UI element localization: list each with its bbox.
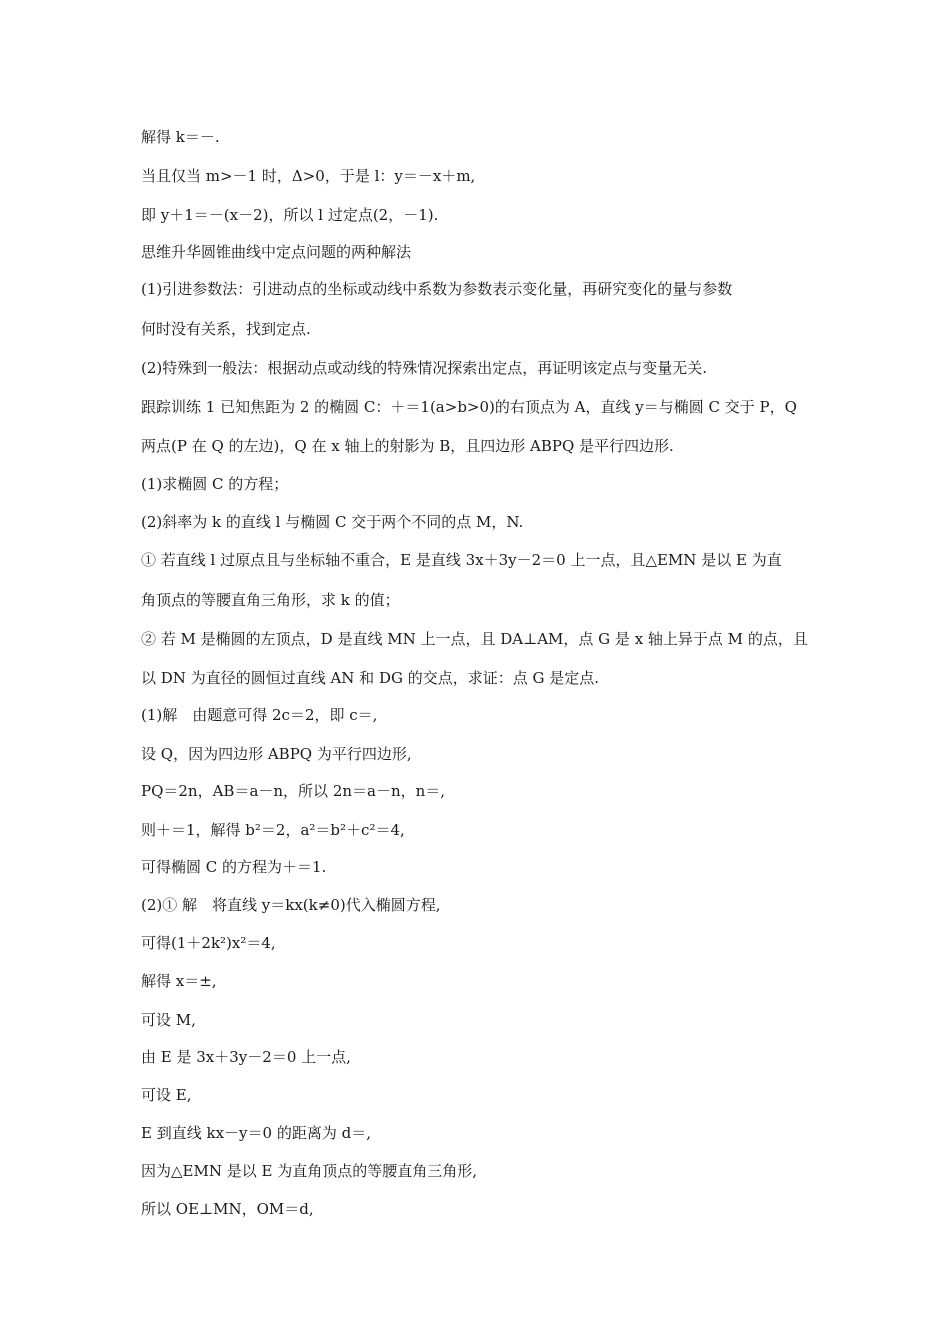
section-heading: 思维升华圆锥曲线中定点问题的两种解法 bbox=[141, 243, 412, 261]
text-line: (1)引进参数法：引进动点的坐标或动线中系数为参数表示变化量，再研究变化的量与参数 bbox=[141, 280, 733, 298]
text-line: (1)求椭圆 C 的方程； bbox=[141, 475, 289, 493]
text-line: 以 DN 为直径的圆恒过直线 AN 和 DG 的交点，求证：点 G 是定点. bbox=[141, 669, 600, 687]
text-line: 所以 OE⊥MN，OM＝d, bbox=[141, 1200, 314, 1218]
text-line: 解得 x＝±, bbox=[141, 972, 217, 990]
text-line: 可设 E, bbox=[141, 1086, 192, 1104]
text-line: 当且仅当 m>－1 时，Δ>0，于是 l：y＝－x＋m, bbox=[141, 167, 476, 185]
text-line: 两点(P 在 Q 的左边)，Q 在 x 轴上的射影为 B，且四边形 ABPQ 是平行四边形. bbox=[141, 437, 674, 455]
text-line: (1)解 由题意可得 2c＝2，即 c＝, bbox=[141, 706, 378, 724]
text-line: 设 Q，因为四边形 ABPQ 为平行四边形, bbox=[141, 745, 412, 763]
text-line: 由 E 是 3x＋3y－2＝0 上一点, bbox=[141, 1048, 351, 1066]
text-line: 角顶点的等腰直角三角形，求 k 的值； bbox=[141, 591, 400, 609]
text-line: (2)特殊到一般法：根据动点或动线的特殊情况探索出定点，再证明该定点与变量无关. bbox=[141, 359, 708, 377]
text-line: 跟踪训练 1 已知焦距为 2 的椭圆 C：＋＝1(a>b>0)的右顶点为 A，直线 y＝与椭圆 C 交于 P，Q bbox=[141, 398, 797, 416]
text-line: 可得椭圆 C 的方程为＋＝1. bbox=[141, 858, 327, 876]
text-line: ① 若直线 l 过原点且与坐标轴不重合，E 是直线 3x＋3y－2＝0 上一点，且△EMN 是以 E 为直 bbox=[141, 551, 782, 569]
text-line: 解得 k＝－. bbox=[141, 128, 220, 146]
text-line: 即 y＋1＝－(x－2)，所以 l 过定点(2，－1). bbox=[141, 206, 439, 224]
text-line: PQ＝2n，AB＝a－n，所以 2n＝a－n，n＝, bbox=[141, 782, 446, 800]
text-line: 何时没有关系，找到定点. bbox=[141, 320, 311, 338]
text-line: 则＋＝1，解得 b²＝2，a²＝b²＋c²＝4, bbox=[141, 821, 405, 839]
text-line: (2)① 解 将直线 y＝kx(k≠0)代入椭圆方程, bbox=[141, 896, 441, 914]
text-line: 可设 M, bbox=[141, 1011, 196, 1029]
text-line: 可得(1＋2k²)x²＝4, bbox=[141, 934, 276, 952]
text-line: 因为△EMN 是以 E 为直角顶点的等腰直角三角形, bbox=[141, 1162, 477, 1180]
text-line: (2)斜率为 k 的直线 l 与椭圆 C 交于两个不同的点 M，N. bbox=[141, 513, 524, 531]
text-line: ② 若 M 是椭圆的左顶点，D 是直线 MN 上一点，且 DA⊥AM，点 G 是 x 轴上异于点 M 的点，且 bbox=[141, 630, 808, 648]
text-line: E 到直线 kx－y＝0 的距离为 d＝, bbox=[141, 1124, 371, 1142]
